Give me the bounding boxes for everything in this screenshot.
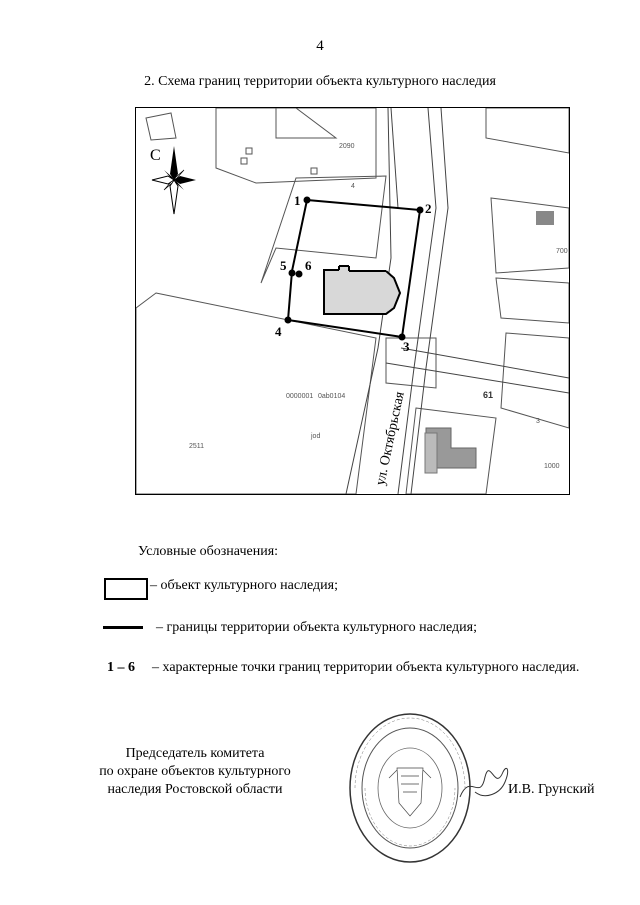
legend-heritage-object-text: – объект культурного наследия; [150,578,338,593]
legend-points-symbol: 1 – 6 [107,660,135,675]
grey-building-1 [536,211,554,225]
parcel-label: 1000 [544,463,560,470]
position-line: по охране объектов культурного [99,764,291,779]
scheme-title: 2. Схема границ территории объекта культурного наследия [144,74,496,89]
street-label: ул. Октябрьская [373,390,408,487]
parcel-label: 3 [536,418,540,425]
small-marks [241,148,317,174]
point-label-2: 2 [425,201,432,216]
legend-heritage-object-symbol [104,578,148,600]
point-label-5: 5 [280,258,287,273]
point-6 [296,271,303,278]
handwritten-signature [455,752,515,812]
page-number: 4 [316,38,324,54]
parcel-label: jod [311,433,321,440]
legend-boundary-line-symbol [103,626,143,629]
point-4 [285,317,292,324]
grey-building-3 [425,433,437,473]
heritage-building [324,266,400,314]
point-label-6: 6 [305,258,312,273]
point-label-1: 1 [294,193,301,208]
boundary-map [135,107,570,495]
parcel-label: 4 [351,183,355,190]
parcel-label: 0000001 [286,393,314,400]
position-line: наследия Ростовской области [107,782,283,797]
point-2 [417,207,424,214]
position-line: Председатель комитета [125,746,265,761]
point-5 [289,270,296,277]
parcel-label: 0ab0104 [318,393,346,400]
parcel-label: 61 [483,390,494,400]
legend-points-text: – характерные точки границ территории объекта культурного наследия. [152,660,580,675]
legend-boundary-line-text: – границы территории объекта культурного наследия; [156,620,477,635]
legend-heading: Условные обозначения: [138,544,279,559]
parcel-label: 2511 [189,443,205,450]
point-1 [304,197,311,204]
north-label: С [150,147,161,164]
signatory-position [60,745,330,799]
signatory-name: И.В. Грунский [508,782,595,797]
parcel-label: 2090 [339,143,355,150]
parcel-label: 700 [556,248,568,255]
point-label-3: 3 [403,339,410,354]
point-label-4: 4 [275,324,282,339]
